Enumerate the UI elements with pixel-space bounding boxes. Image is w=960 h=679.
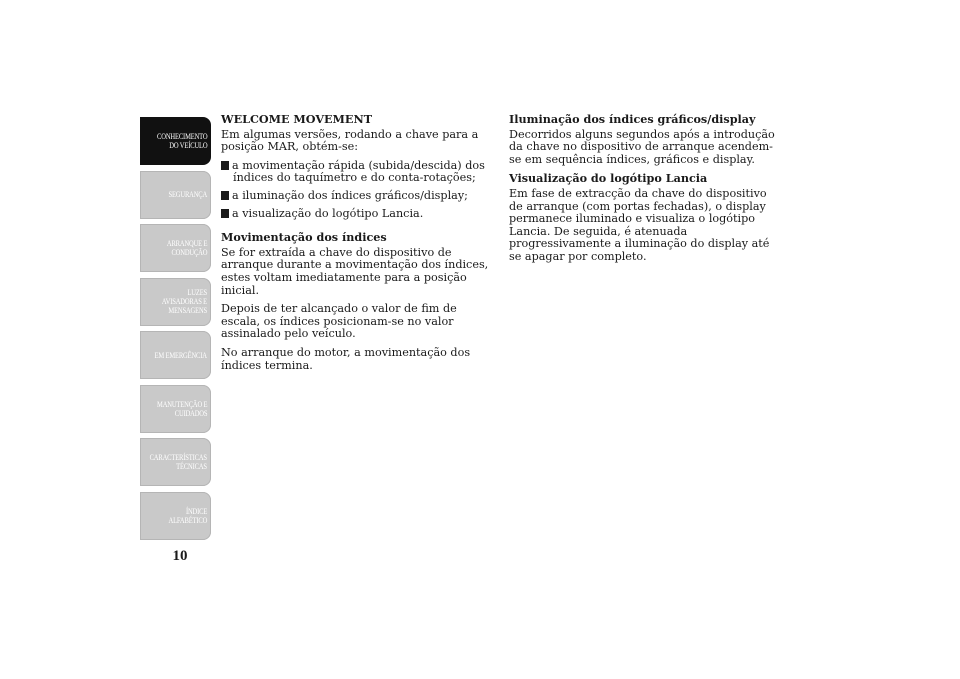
tab-luzes-avisadoras[interactable] [140, 278, 211, 326]
tab-label: LUZES AVISADORAS E MENSAGENS [161, 288, 207, 315]
paragraph: Decorridos alguns segundos após a introdução da chave no dispositivo de arranque acendem-se em sequência índices, gráficos e display. [509, 127, 775, 166]
bullet-text: a movimentação rápida (subida/descida) dos índices do taquímetro e do conta-rotações; [232, 158, 485, 185]
right-column [509, 113, 779, 270]
tab-label: EM EMERGÊNCIA [154, 350, 207, 360]
tab-label: ARRANQUE E CONDUÇÃO [166, 239, 207, 257]
tab-manutencao-e-cuidados[interactable] [140, 385, 211, 433]
checkbox-bullet-icon [221, 209, 229, 218]
bullet-text: a iluminação dos índices gráficos/display; [232, 188, 468, 202]
paragraph: Depois de ter alcançado o valor de fim de escala, os índices posicionam-se no valor assinalado pelo veículo. [221, 302, 457, 341]
tab-seguranca[interactable] [140, 171, 211, 219]
tab-em-emergencia[interactable] [140, 331, 211, 379]
tab-caracteristicas-tecnicas[interactable] [140, 438, 211, 486]
checkbox-bullet-icon [221, 161, 229, 170]
paragraph: Se for extraída a chave do dispositivo de arranque durante a movimentação dos índices, estes voltam imediatamente para a posição inicial. [221, 245, 489, 297]
section-heading-welcome-movement: WELCOME MOVEMENT [221, 112, 373, 126]
tab-label: CONHECIMENTO DO VEÍCULO [156, 132, 207, 150]
tab-label: SEGURANÇA [168, 190, 207, 199]
bullet-item [221, 160, 493, 185]
tab-indice-alfabetico[interactable] [140, 492, 211, 540]
page-number: 10 [172, 548, 188, 564]
tab-label: CARACTERÍSTICAS TÉCNICAS [149, 453, 207, 471]
section-heading-movimentacao: Movimentação dos índices [221, 230, 387, 245]
intro-paragraph: Em algumas versões, rodando a chave para a posição MAR, obtém-se: [221, 127, 479, 154]
left-column [221, 113, 493, 378]
tab-label: MANUTENÇÃO E CUIDADOS [156, 399, 207, 418]
tab-conhecimento-do-veiculo[interactable] [140, 117, 211, 165]
bullet-item [221, 208, 493, 221]
paragraph: No arranque do motor, a movimentação dos índices termina. [221, 345, 471, 372]
section-heading-iluminacao: Iluminação dos índices gráficos/display [509, 112, 756, 126]
tab-arranque-e-conducao[interactable] [140, 224, 211, 272]
paragraph: Em fase de extracção da chave do dispositivo de arranque (com portas fechadas), o display permanece iluminado e visualiza o logótipo Lancia. De seguida, é atenuada progressivamente a iluminação do display até se apagar por completo. [509, 186, 770, 263]
tab-label: ÍNDICE ALFABÉTICO [168, 506, 207, 525]
chapter-tabs [140, 117, 211, 545]
bullet-text: a visualização do logótipo Lancia. [232, 206, 424, 220]
bullet-item [221, 190, 493, 203]
section-heading-logotipo: Visualização do logótipo Lancia [509, 171, 708, 186]
checkbox-bullet-icon [221, 191, 229, 200]
